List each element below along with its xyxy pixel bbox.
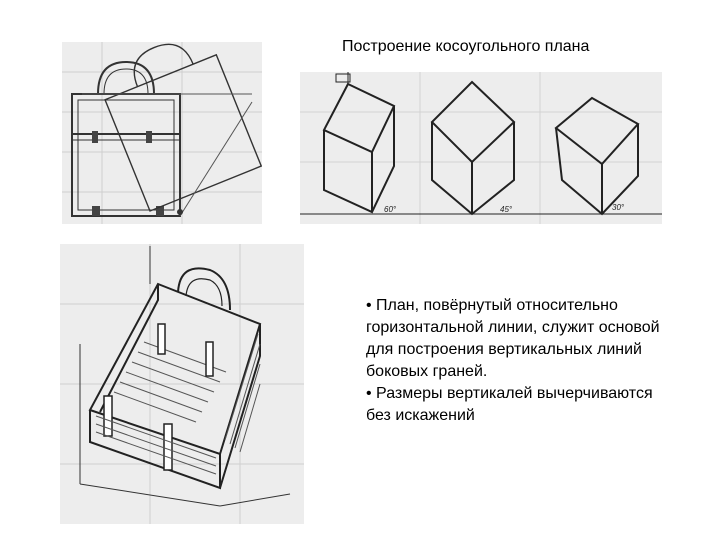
- angle-label: 45°: [500, 205, 513, 214]
- rotated-plan-drawing: [62, 42, 262, 224]
- rotated-plan-figure: [62, 42, 262, 224]
- isometric-building-figure: [60, 244, 304, 524]
- bullet-item: • Размеры вертикалей вычерчиваются без искажений: [366, 385, 653, 424]
- isometric-building-drawing: [60, 244, 304, 524]
- bullet-item: • План, повёрнутый относительно горизонтальной линии, служит основой для построения вертикальных линий боковых граней.: [366, 297, 660, 380]
- prisms-drawing: [300, 72, 662, 224]
- angle-label: 60°: [384, 205, 397, 214]
- slide-body: [366, 295, 666, 427]
- prisms-figure: [300, 72, 662, 224]
- angle-label: 30°: [612, 203, 625, 212]
- slide-title: Построение косоугольного плана: [342, 38, 590, 55]
